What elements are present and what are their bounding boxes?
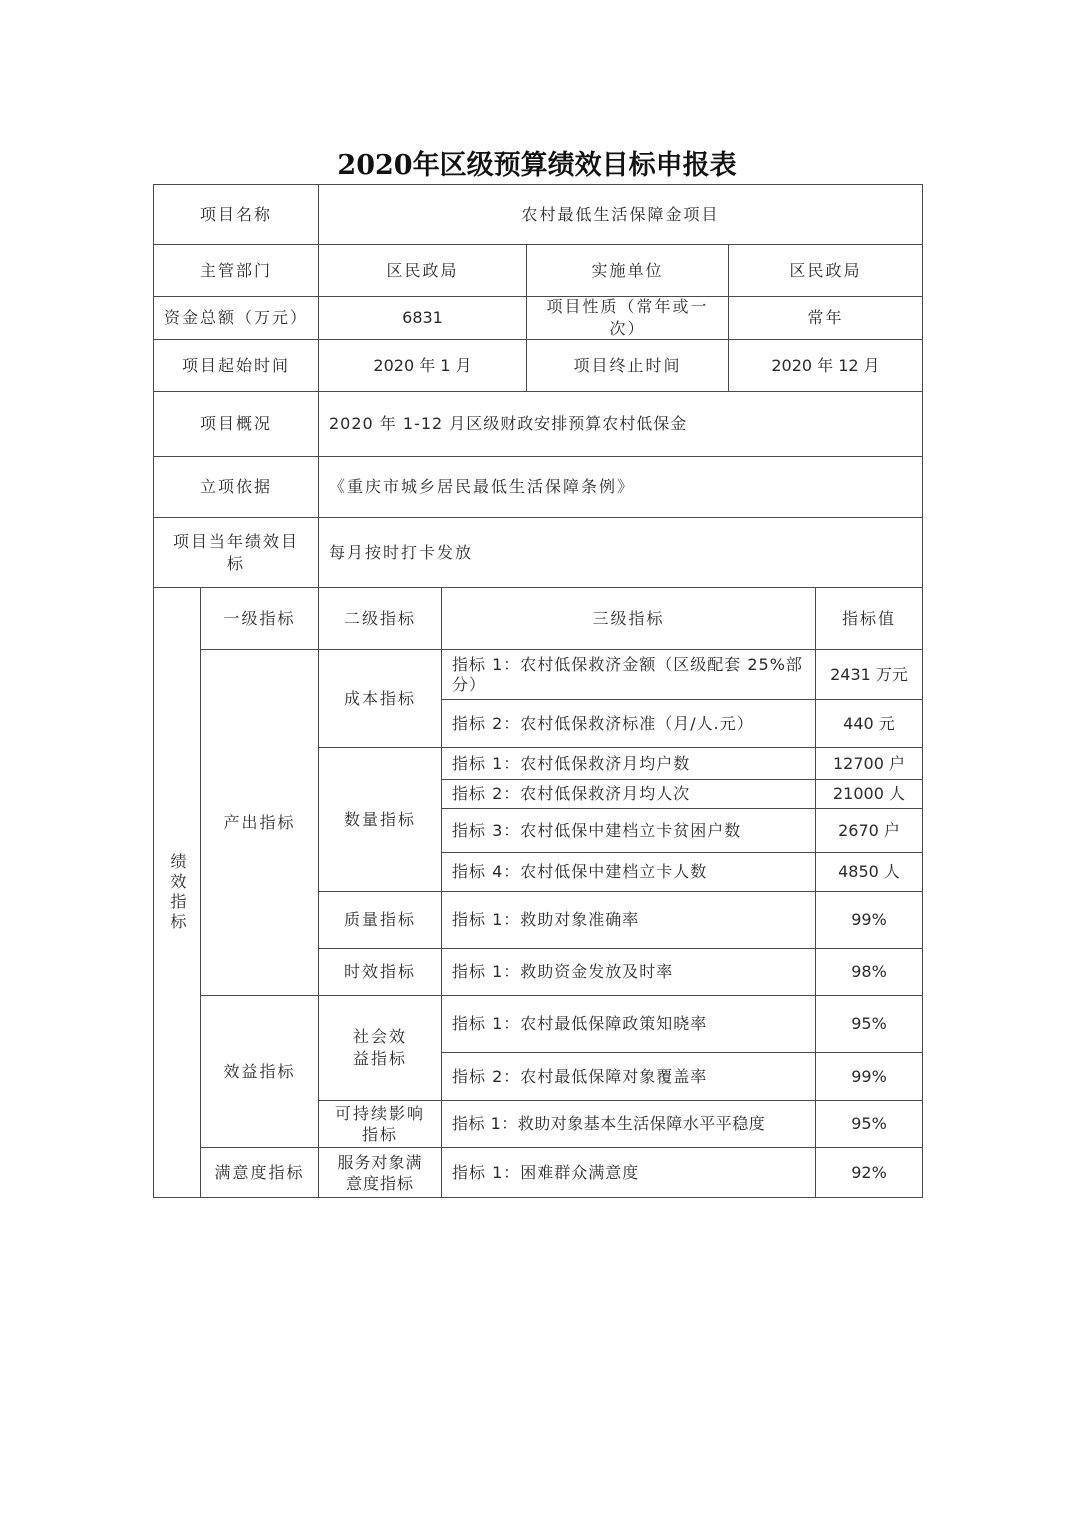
project-name-value: 农村最低生活保障金项目	[318, 184, 923, 245]
header-level2: 二级指标	[318, 587, 442, 650]
dept-value: 区民政局	[318, 244, 527, 297]
basis-label: 立项依据	[153, 456, 319, 518]
indicator-value: 21000 人	[815, 779, 923, 809]
level1-benefit: 效益指标	[200, 995, 319, 1148]
start-value: 2020 年 1 月	[318, 339, 527, 392]
indicator-value: 99%	[815, 891, 923, 949]
indicator-value: 98%	[815, 948, 923, 996]
indicator-value: 2431 万元	[815, 649, 923, 700]
level3-item: 指标 1：救助对象准确率	[441, 891, 816, 949]
indicator-value: 95%	[815, 995, 923, 1053]
level1-satisfaction: 满意度指标	[200, 1147, 319, 1198]
goal-label: 项目当年绩效目标	[153, 517, 319, 588]
goal-value: 每月按时打卡发放	[318, 517, 923, 588]
end-value: 2020 年 12 月	[728, 339, 923, 392]
level2-sustainable: 可持续影响指标	[318, 1100, 442, 1148]
fund-value: 6831	[318, 296, 527, 340]
level2-service-satisfaction: 服务对象满意度指标	[318, 1147, 442, 1198]
indicator-value: 12700 户	[815, 747, 923, 780]
level2-social-benefit: 社会效益指标	[318, 995, 442, 1101]
level3-item: 指标 1：农村低保救济金额（区级配套 25%部分）	[441, 649, 816, 700]
level3-item: 指标 2：农村低保救济标准（月/人.元）	[441, 699, 816, 748]
level3-item: 指标 2：农村低保救济月均人次	[441, 779, 816, 809]
indicator-value: 95%	[815, 1100, 923, 1148]
project-name-label: 项目名称	[153, 184, 319, 245]
level2-quantity: 数量指标	[318, 747, 442, 892]
level3-item: 指标 1：困难群众满意度	[441, 1147, 816, 1198]
level3-item: 指标 2：农村最低保障对象覆盖率	[441, 1052, 816, 1101]
header-value: 指标值	[815, 587, 923, 650]
nature-label: 项目性质（常年或一次）	[526, 296, 729, 340]
level2-quality: 质量指标	[318, 891, 442, 949]
overview-value: 2020 年 1-12 月区级财政安排预算农村低保金	[318, 391, 923, 457]
level3-item: 指标 1：农村低保救济月均户数	[441, 747, 816, 780]
indicator-value: 99%	[815, 1052, 923, 1101]
indicator-value: 2670 户	[815, 808, 923, 853]
indicators-section-label: 绩效指标	[153, 587, 201, 1198]
level2-cost: 成本指标	[318, 649, 442, 748]
level3-item: 指标 4：农村低保中建档立卡人数	[441, 852, 816, 892]
level1-output: 产出指标	[200, 649, 319, 996]
basis-value: 《重庆市城乡居民最低生活保障条例》	[318, 456, 923, 518]
nature-value: 常年	[728, 296, 923, 340]
fund-label: 资金总额（万元）	[153, 296, 319, 340]
indicator-value: 440 元	[815, 699, 923, 748]
level3-item: 指标 1：农村最低保障政策知晓率	[441, 995, 816, 1053]
impl-value: 区民政局	[728, 244, 923, 297]
page-title: 2020年区级预算绩效目标申报表	[337, 150, 737, 181]
level3-item: 指标 1：救助对象基本生活保障水平平稳度	[441, 1100, 816, 1148]
overview-label: 项目概况	[153, 391, 319, 457]
impl-label: 实施单位	[526, 244, 729, 297]
indicator-value: 92%	[815, 1147, 923, 1198]
header-level3: 三级指标	[441, 587, 816, 650]
start-label: 项目起始时间	[153, 339, 319, 392]
level2-timeliness: 时效指标	[318, 948, 442, 996]
header-level1: 一级指标	[200, 587, 319, 650]
indicator-value: 4850 人	[815, 852, 923, 892]
level3-item: 指标 1：救助资金发放及时率	[441, 948, 816, 996]
end-label: 项目终止时间	[526, 339, 729, 392]
level3-item: 指标 3：农村低保中建档立卡贫困户数	[441, 808, 816, 853]
dept-label: 主管部门	[153, 244, 319, 297]
